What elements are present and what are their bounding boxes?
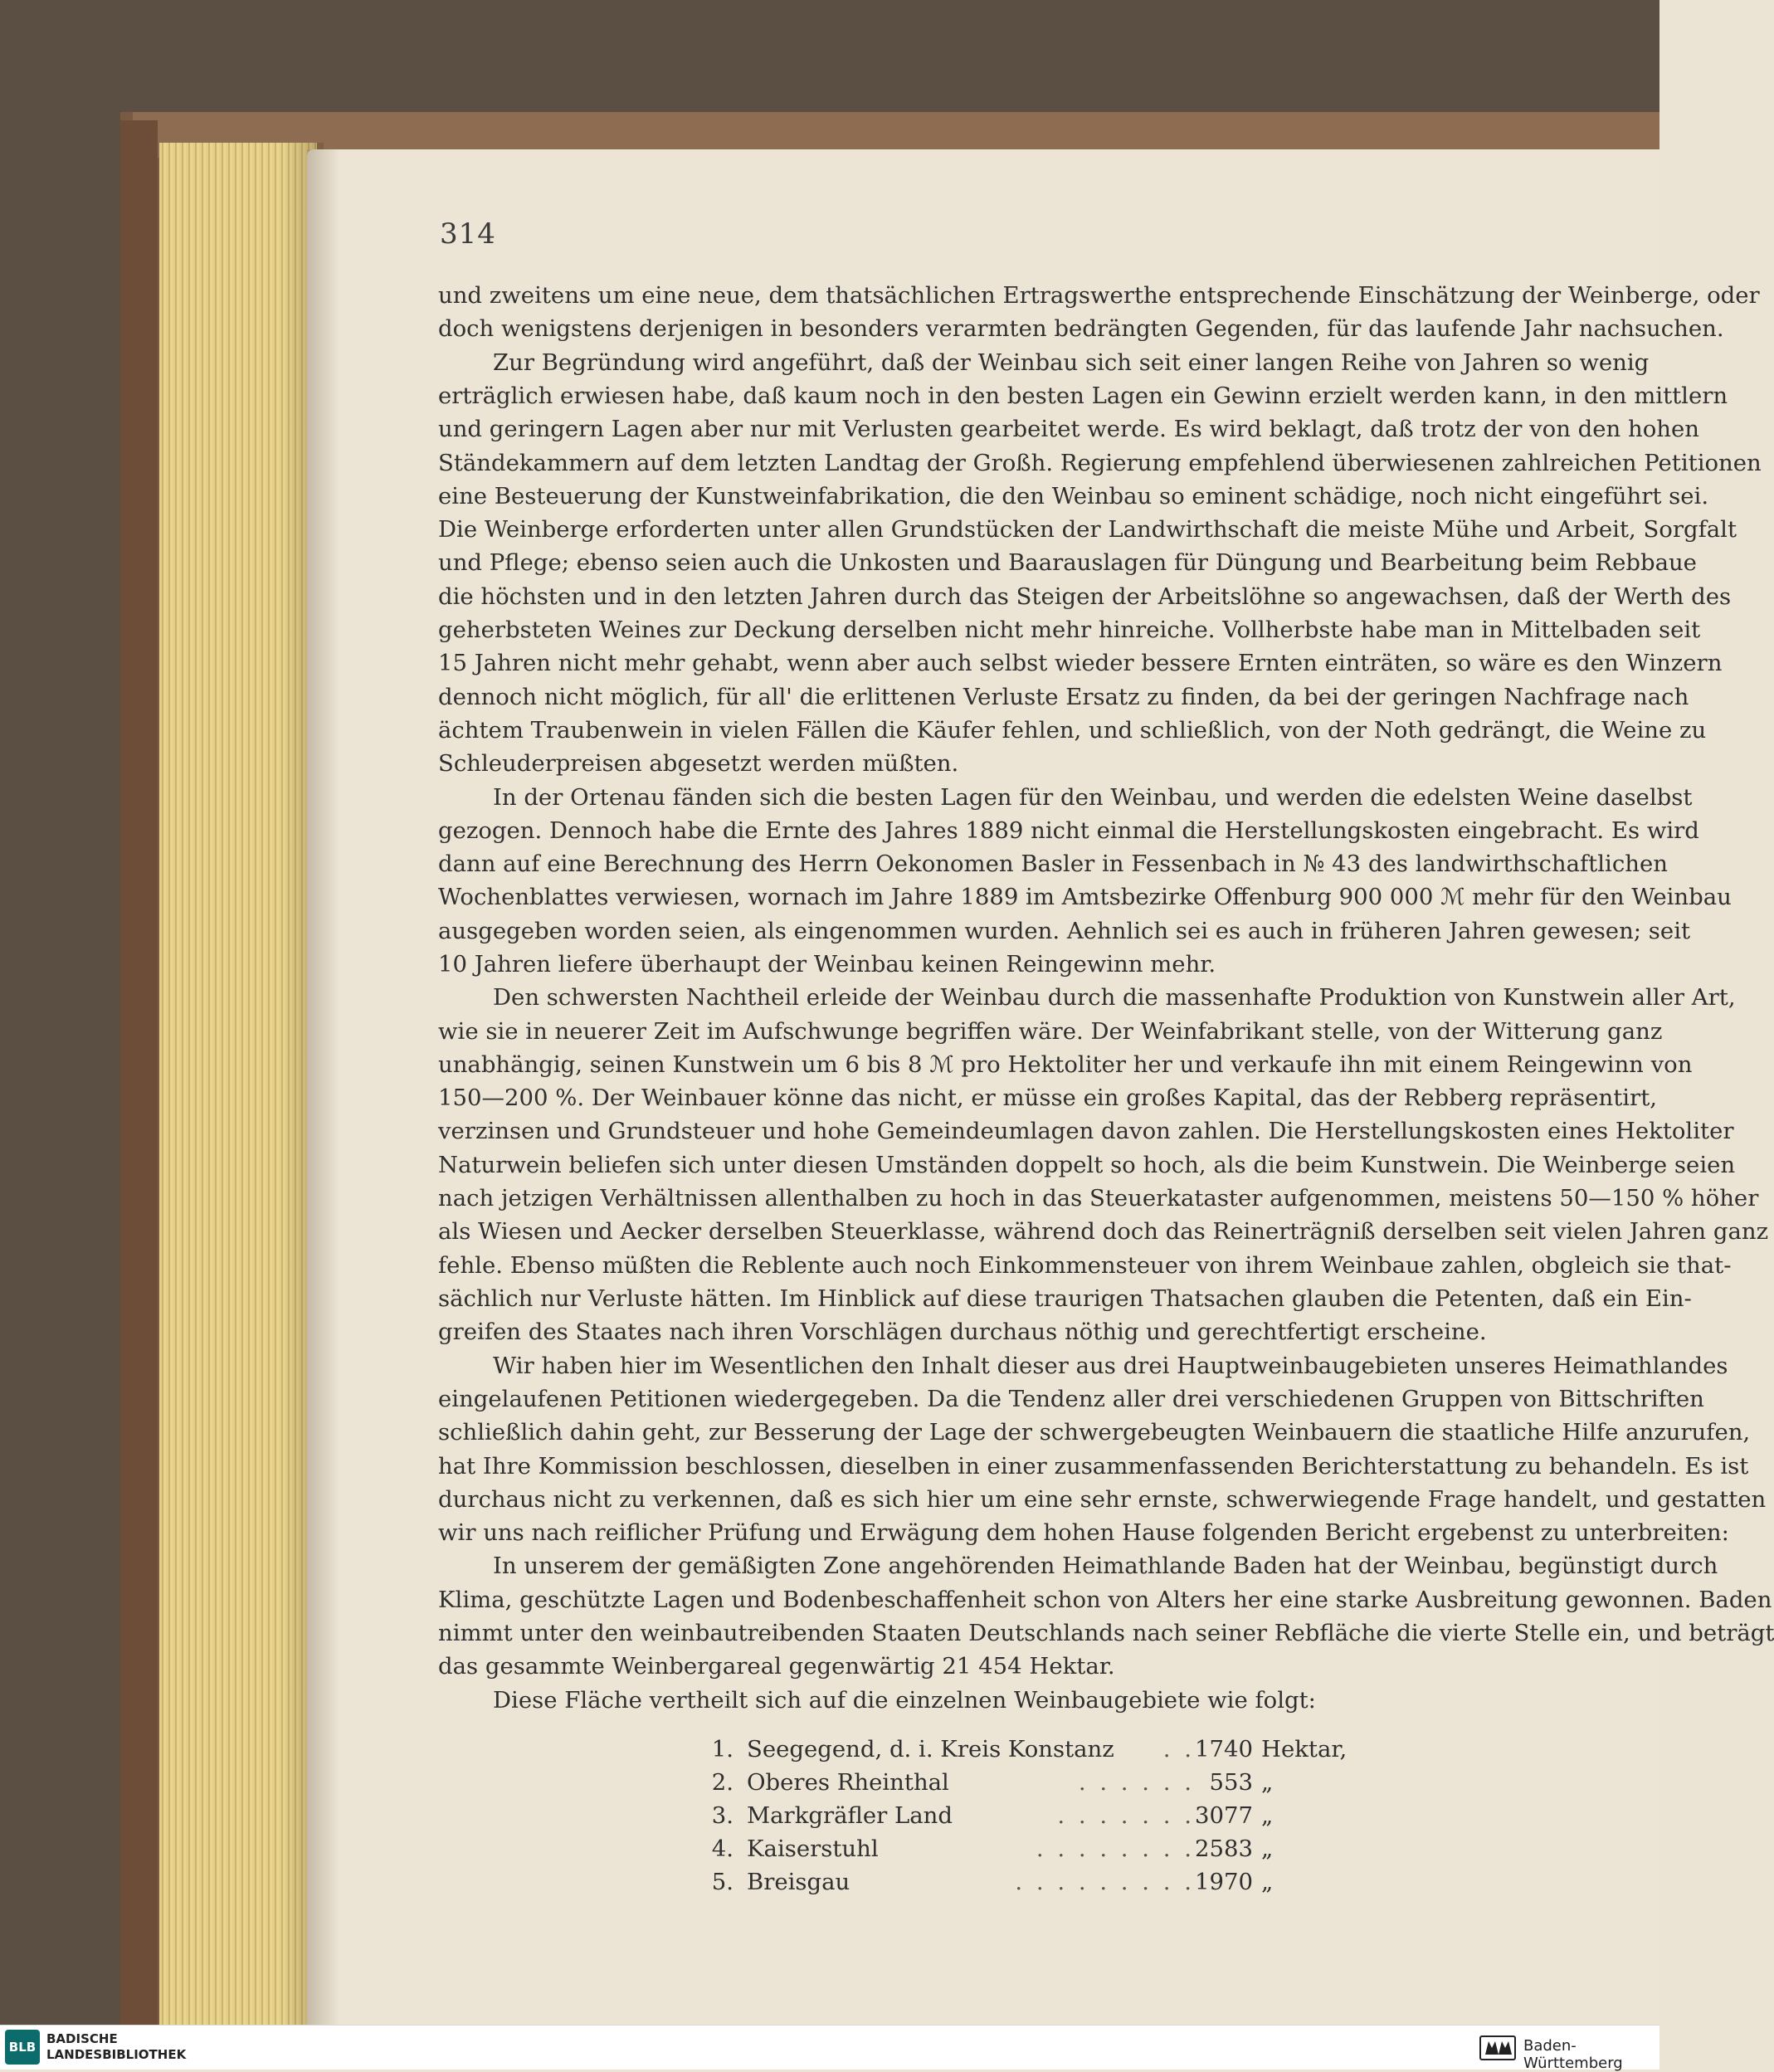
blb-logo-icon: BLB: [5, 2030, 40, 2065]
area-unit: Hektar,: [1261, 1736, 1348, 1762]
text-line: Schleuderpreisen abgesetzt werden müßten.: [438, 750, 959, 777]
state-name: Baden-Württemberg: [1523, 2037, 1623, 2072]
text-line: 10 Jahren liefere überhaupt der Weinbau keinen Reingewinn mehr.: [438, 951, 1216, 977]
area-value: 1970: [1195, 1869, 1253, 1895]
text-line: Klima, geschützte Lagen und Bodenbeschaffenheit schon von Alters her eine starke Ausbreitung gewonnen. Baden: [438, 1587, 1772, 1613]
text-line: 150—200 %. Der Weinbauer könne das nicht, er müsse ein großes Kapital, das der Rebberg repräsentirt,: [438, 1085, 1657, 1111]
text-line: eingelaufenen Petitionen wiedergegeben. Da die Tendenz aller drei verschiedenen Gruppen von Bittschriften: [438, 1386, 1704, 1412]
text-line: verzinsen und Grundsteuer und hohe Gemeindeumlagen davon zahlen. Die Herstellungskosten eines Hektoliter: [438, 1118, 1734, 1144]
text-line: dann auf eine Berechnung des Herrn Oekonomen Basler in Fessenbach in № 43 des landwirthschaftlichen: [438, 851, 1668, 877]
text-line: nach jetzigen Verhältnissen allenthalben zu hoch in das Steuerkataster aufgenommen, meistens 50—150 % höher: [438, 1185, 1759, 1212]
text-line: nimmt unter den weinbautreibenden Staaten Deutschlands nach seiner Rebfläche die vierte Stelle ein, und beträgt: [438, 1620, 1774, 1646]
region-name: Breisgau: [747, 1869, 850, 1895]
text-line: 15 Jahren nicht mehr gehabt, wenn aber auch selbst wieder bessere Ernten einträten, so wäre es den Winzern: [438, 650, 1723, 676]
table-row: [697, 1836, 1328, 1869]
text-line: und geringern Lagen aber nur mit Verlusten gearbeitet werde. Es wird beklagt, daß trotz der von den hohen: [438, 416, 1699, 442]
text-line: durchaus nicht zu verkennen, daß es sich hier um eine sehr ernste, schwerwiegende Frage handelt, und gestatten: [438, 1486, 1767, 1513]
table-row: [697, 1769, 1328, 1802]
text-line: Naturwein beliefen sich unter diesen Umständen doppelt so hoch, als die beim Kunstwein. Die Weinberge seien: [438, 1152, 1736, 1178]
text-line: Ständekammern auf dem letzten Landtag der Großh. Regierung empfehlend überwiesenen zahlreichen Petitionen: [438, 450, 1762, 476]
row-number: 5.: [711, 1869, 733, 1895]
text-line: Wir haben hier im Wesentlichen den Inhalt dieser aus drei Hauptweinbaugebieten unseres Heimathlandes: [493, 1353, 1728, 1379]
library-name: [46, 2031, 186, 2063]
text-line: Zur Begründung wird angeführt, daß der Weinbau sich seit einer langen Reihe von Jahren so wenig: [493, 349, 1650, 376]
text-line: die höchsten und in den letzten Jahren durch das Steigen der Arbeitslöhne so angewachsen, daß der Werth des: [438, 583, 1732, 610]
text-line: In unserem der gemäßigten Zone angehörenden Heimathlande Baden hat der Weinbau, begünstigt durch: [493, 1553, 1718, 1579]
text-line: schließlich dahin geht, zur Besserung der Lage der schwergebeugten Weinbauern die staatliche Hilfe anzurufen,: [438, 1419, 1751, 1446]
text-line: greifen des Staates nach ihren Vorschlägen durchaus nöthig und gerechtfertigt erscheine.: [438, 1319, 1487, 1345]
text-line: ausgegeben worden seien, als eingenommen wurden. Aehnlich sei es auch in früheren Jahren gewesen; seit: [438, 918, 1691, 944]
leader-dots: . . . . . .: [1078, 1769, 1195, 1796]
text-line: Die Weinberge erforderten unter allen Grundstücken der Landwirthschaft die meiste Mühe und Arbeit, Sorgfalt: [438, 516, 1737, 543]
library-name-line1: BADISCHE: [46, 2031, 118, 2046]
text-line: gezogen. Dennoch habe die Ernte des Jahres 1889 nicht einmal die Herstellungskosten eingebracht. Es wird: [438, 817, 1699, 844]
table-row: [697, 1869, 1328, 1902]
area-value: 553: [1209, 1769, 1253, 1796]
text-line: als Wiesen und Aecker derselben Steuerklasse, während doch das Reinerträgniß derselben seit vielen Jahren ganz: [438, 1218, 1769, 1245]
viewer-footer: [0, 2025, 1659, 2070]
text-line: geherbsteten Weines zur Deckung derselben nicht mehr hinreiche. Vollherbste habe man in Mittelbaden seit: [438, 617, 1701, 643]
table-row: [697, 1802, 1328, 1836]
region-name: Markgräfler Land: [747, 1802, 953, 1829]
baden-wuerttemberg-lions-icon: [1479, 2033, 1517, 2063]
row-number: 2.: [711, 1769, 733, 1796]
text-line: Den schwersten Nachtheil erleide der Weinbau durch die massenhafte Produktion von Kunstwein aller Art,: [493, 984, 1736, 1011]
leader-dots: . . . . . . .: [1057, 1802, 1195, 1829]
row-number: 4.: [711, 1836, 733, 1862]
text-line: unabhängig, seinen Kunstwein um 6 bis 8 ℳ pro Hektoliter her und verkaufe ihn mit einem Reingewinn von: [438, 1051, 1693, 1078]
text-line: erträglich erwiesen habe, daß kaum noch in den besten Lagen ein Gewinn erzielt werden kann, in den mittlern: [438, 383, 1728, 409]
area-value: 3077: [1195, 1802, 1253, 1829]
gutter-shadow: [307, 149, 340, 2025]
text-line: In der Ortenau fänden sich die besten Lagen für den Weinbau, und werden die edelsten Weine daselbst: [493, 784, 1693, 811]
table-row: [697, 1736, 1348, 1769]
text-line: hat Ihre Kommission beschlossen, dieselben in einer zusammenfassenden Berichterstattung zu behandeln. Es ist: [438, 1453, 1749, 1480]
text-line: und zweitens um eine neue, dem thatsächlichen Ertragswerthe entsprechende Einschätzung der Weinberge, oder: [438, 282, 1760, 309]
text-line: das gesammte Weinbergareal gegenwärtig 21 454 Hektar.: [438, 1653, 1115, 1680]
leader-dots: . . . . . . . . .: [1015, 1869, 1195, 1895]
library-name-line2: LANDESBIBLIOTHEK: [46, 2047, 187, 2062]
area-value: 2583: [1195, 1836, 1253, 1862]
text-line: dennoch nicht möglich, für all' die erlittenen Verluste Ersatz zu finden, da bei der geringen Nachfrage nach: [438, 684, 1689, 710]
book-spine-edge: [120, 120, 158, 2029]
text-line: wir uns nach reiflicher Prüfung und Erwägung dem hohen Hause folgenden Bericht ergebenst zu unterbreiten:: [438, 1519, 1729, 1546]
text-line: fehle. Ebenso müßten die Reblente auch noch Einkommensteuer von ihrem Weinbaue zahlen, obgleich sie that-: [438, 1252, 1732, 1279]
text-line: Wochenblattes verwiesen, wornach im Jahre 1889 im Amtsbezirke Offenburg 900 000 ℳ mehr für den Weinbau: [438, 884, 1732, 910]
leader-dots: . . . . . . . .: [1036, 1836, 1195, 1862]
area-unit: „: [1261, 1836, 1274, 1862]
page-number: 314: [440, 217, 496, 251]
area-unit: „: [1261, 1869, 1274, 1895]
text-line: sächlich nur Verluste hätten. Im Hinblick auf diese traurigen Thatsachen glauben die Petenten, daß ein Ein-: [438, 1285, 1692, 1312]
area-value: 1740: [1195, 1736, 1253, 1762]
row-number: 3.: [711, 1802, 733, 1829]
text-line: doch wenigstens derjenigen in besonders verarmten bedrängten Gegenden, für das laufende Jahr nachsuchen.: [438, 315, 1724, 342]
area-unit: „: [1261, 1802, 1274, 1829]
region-name: Seegegend, d. i. Kreis Konstanz: [747, 1736, 1114, 1762]
text-line: und Pflege; ebenso seien auch die Unkosten und Baarauslagen für Düngung und Bearbeitung beim Rebbaue: [438, 549, 1697, 576]
text-line: ächtem Traubenwein in vielen Fällen die Käufer fehlen, und schließlich, von der Noth gedrängt, die Weine zu: [438, 717, 1707, 743]
leader-dots: . .: [1162, 1736, 1195, 1762]
text-line: Diese Fläche vertheilt sich auf die einzelnen Weinbaugebiete wie folgt:: [493, 1687, 1316, 1714]
text-line: wie sie in neuerer Zeit im Aufschwunge begriffen wäre. Der Weinfabrikant stelle, von der Witterung ganz: [438, 1018, 1663, 1045]
region-name: Kaiserstuhl: [747, 1836, 879, 1862]
text-line: eine Besteuerung der Kunstweinfabrikation, die den Weinbau so eminent schädige, noch nicht eingeführt sei.: [438, 483, 1709, 509]
region-name: Oberes Rheinthal: [747, 1769, 949, 1796]
area-unit: „: [1261, 1769, 1274, 1796]
row-number: 1.: [711, 1736, 733, 1762]
